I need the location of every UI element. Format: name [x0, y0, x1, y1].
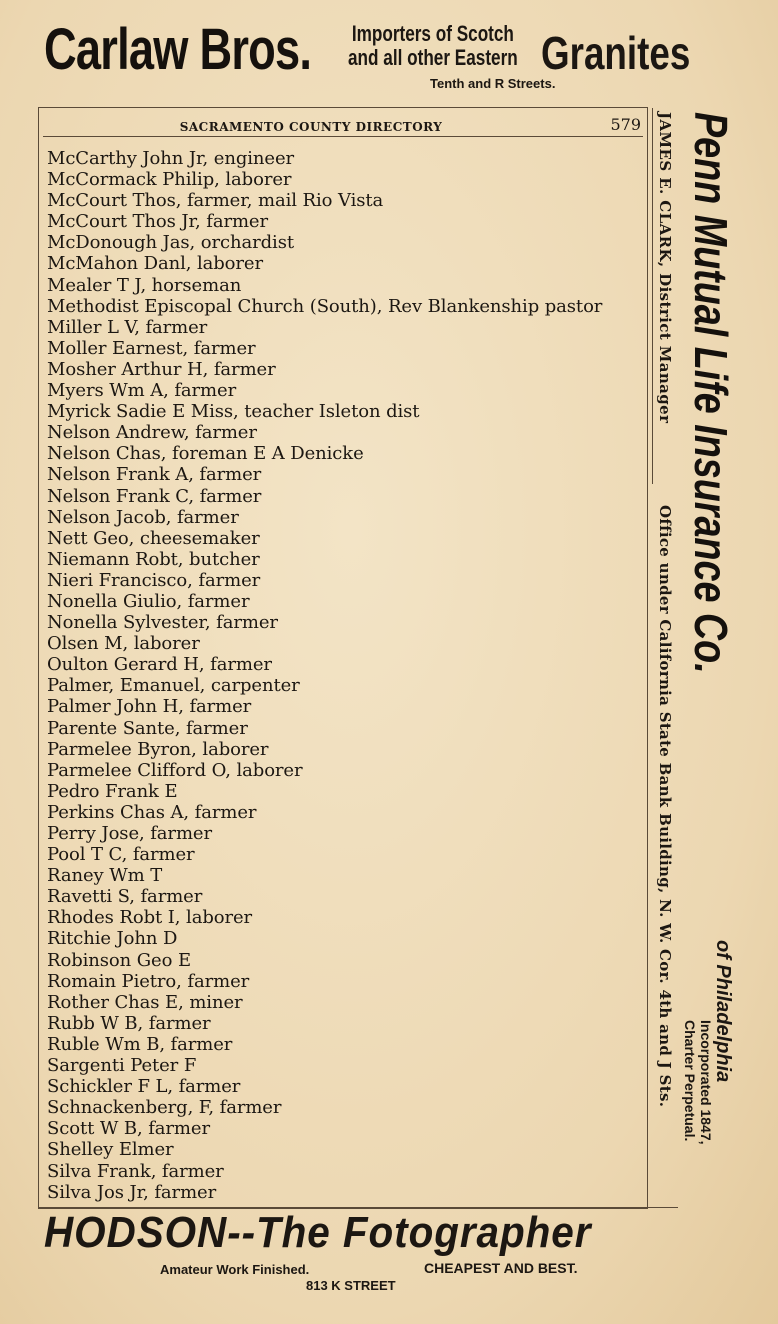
- directory-entry: Nelson Frank C, farmer: [47, 485, 262, 507]
- importers-line-2: and all other Eastern: [348, 45, 518, 70]
- directory-entry: Robinson Geo E: [47, 949, 191, 971]
- directory-entry: Scott W B, farmer: [47, 1118, 210, 1140]
- directory-entry: McCormack Philip, laborer: [47, 169, 292, 191]
- directory-listing-box: [38, 107, 648, 1209]
- directory-entry: Parente Sante, farmer: [47, 717, 248, 739]
- directory-entries: [47, 148, 645, 1203]
- penn-mutual-charter-info: [682, 1020, 714, 1145]
- carlaw-address: Tenth and R Streets.: [430, 76, 556, 91]
- directory-entry: Mosher Arthur H, farmer: [47, 358, 276, 380]
- penn-mutual-city: of Philadelphia: [712, 940, 734, 1083]
- page-header: [43, 112, 643, 137]
- hodson-amateur-work: Amateur Work Finished.: [160, 1262, 310, 1277]
- carlaw-bros-name: Carlaw Bros.: [44, 17, 312, 82]
- directory-entry: Palmer, Emanuel, carpenter: [47, 675, 300, 697]
- directory-entry: Romain Pietro, farmer: [47, 970, 250, 992]
- directory-entry: Nelson Andrew, farmer: [47, 422, 257, 444]
- granites-text: Granites: [541, 27, 691, 79]
- directory-entry: Rubb W B, farmer: [47, 1012, 211, 1034]
- hodson-slogan: CHEAPEST AND BEST.: [424, 1260, 578, 1276]
- directory-entry: McCarthy John Jr, engineer: [47, 148, 295, 169]
- carlaw-bros-advertisement: [44, 10, 744, 105]
- directory-entry: Oulton Gerard H, farmer: [47, 654, 272, 676]
- directory-entry: Rother Chas E, miner: [47, 991, 243, 1013]
- directory-entry: Methodist Episcopal Church (South), Rev Blankenship pastor: [47, 295, 603, 317]
- directory-entry: Olsen M, laborer: [47, 633, 200, 655]
- vertical-divider: [652, 108, 653, 484]
- hodson-headline: HODSON--The Fotographer: [44, 1208, 592, 1257]
- directory-entry: Miller L V, farmer: [47, 316, 208, 338]
- hodson-address: 813 K STREET: [306, 1278, 396, 1293]
- directory-entry: McCourt Thos, farmer, mail Rio Vista: [47, 190, 384, 212]
- directory-entry: Parmelee Byron, laborer: [47, 738, 269, 760]
- directory-entry: Nelson Jacob, farmer: [47, 506, 239, 528]
- directory-entry: Perry Jose, farmer: [47, 823, 212, 844]
- directory-entry: Palmer John H, farmer: [47, 696, 252, 718]
- district-manager: JAMES E. CLARK, District Manager: [656, 112, 674, 424]
- directory-entry: Ruble Wm B, farmer: [47, 1033, 233, 1055]
- directory-entry: Schickler F L, farmer: [47, 1076, 241, 1098]
- directory-entry: Nieri Francisco, farmer: [47, 569, 261, 591]
- directory-entry: Parmelee Clifford O, laborer: [47, 759, 303, 781]
- directory-entry: Pool T C, farmer: [47, 844, 195, 866]
- page-title: SACRAMENTO COUNTY DIRECTORY: [179, 120, 443, 134]
- directory-entry: McCourt Thos Jr, farmer: [47, 211, 268, 233]
- page-number: 579: [610, 115, 641, 134]
- directory-entry: Ritchie John D: [47, 928, 178, 950]
- charter-text: Charter Perpetual.: [682, 1020, 698, 1142]
- directory-entry: Nelson Frank A, farmer: [47, 464, 262, 486]
- directory-entry: Perkins Chas A, farmer: [47, 801, 257, 823]
- directory-entry: Nonella Giulio, farmer: [47, 590, 250, 612]
- penn-mutual-company-name: Penn Mutual Life Insurance Co.: [685, 112, 737, 674]
- importers-line-1: Importers of Scotch: [351, 21, 514, 46]
- directory-entry: Sargenti Peter F: [47, 1055, 197, 1077]
- directory-entry: McMahon Danl, laborer: [47, 253, 263, 275]
- directory-entry: Schnackenberg, F, farmer: [47, 1097, 282, 1119]
- directory-entry: Nett Geo, cheesemaker: [47, 527, 260, 549]
- directory-entry: Rhodes Robt I, laborer: [47, 907, 253, 929]
- directory-entry: Mealer T J, horseman: [47, 274, 242, 296]
- directory-entry: McDonough Jas, orchardist: [47, 232, 294, 254]
- directory-entry: Niemann Robt, butcher: [47, 548, 260, 570]
- directory-entry: Nelson Chas, foreman E A Denicke: [47, 443, 364, 465]
- directory-entry: Nonella Sylvester, farmer: [47, 612, 278, 634]
- directory-entry: Shelley Elmer: [47, 1139, 174, 1161]
- directory-entry: Pedro Frank E: [47, 780, 178, 802]
- incorporated-text: Incorporated 1847,: [698, 1020, 714, 1145]
- directory-entry: Ravetti S, farmer: [47, 886, 203, 908]
- directory-entry: Myrick Sadie E Miss, teacher Isleton dist: [47, 401, 420, 423]
- directory-entry: Myers Wm A, farmer: [47, 380, 237, 402]
- directory-entry: Silva Frank, farmer: [47, 1160, 224, 1182]
- directory-entry: Silva Jos Jr, farmer: [47, 1181, 217, 1203]
- importers-text: [348, 22, 518, 70]
- directory-entry: Moller Earnest, farmer: [47, 337, 256, 359]
- office-address: Office under California State Bank Building, N. W. Cor. 4th and J Sts.: [656, 505, 674, 1108]
- directory-entry: Raney Wm T: [47, 865, 163, 887]
